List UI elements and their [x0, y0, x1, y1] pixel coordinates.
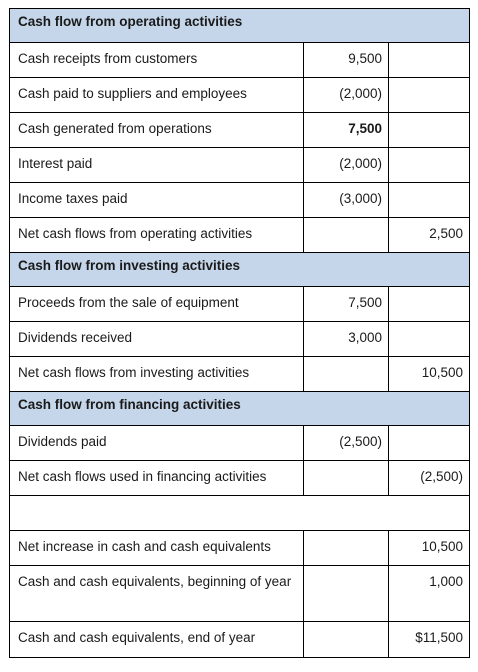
financing-section-header: [10, 392, 470, 426]
row-amount: [304, 461, 389, 496]
row-total: 1,000: [389, 566, 470, 622]
table-row: [10, 622, 470, 658]
row-amount: [304, 218, 389, 253]
table-row: [10, 287, 470, 322]
table-row: [10, 426, 470, 461]
table-row: [10, 531, 470, 566]
row-total: [389, 148, 470, 183]
row-amount: (2,000): [304, 78, 389, 113]
blank-row: [10, 496, 470, 531]
section-heading: Cash flow from financing activities: [10, 392, 470, 426]
row-label: Dividends received: [10, 322, 304, 357]
row-total: [389, 113, 470, 148]
row-amount: [304, 566, 389, 622]
row-amount: 9,500: [304, 43, 389, 78]
table-row: [10, 566, 470, 622]
row-amount: 7,500: [304, 113, 389, 148]
table-row: [10, 461, 470, 496]
row-total: [389, 287, 470, 322]
row-total: [389, 78, 470, 113]
row-amount: 3,000: [304, 322, 389, 357]
row-label: Cash receipts from customers: [10, 43, 304, 78]
operating-section-header: [10, 9, 470, 43]
blank-cell: [10, 496, 470, 531]
row-total: (2,500): [389, 461, 470, 496]
table-row: [10, 148, 470, 183]
row-total: [389, 322, 470, 357]
row-total: 10,500: [389, 357, 470, 392]
table-row: [10, 183, 470, 218]
row-amount: (2,000): [304, 148, 389, 183]
row-total: [389, 426, 470, 461]
table-row: [10, 113, 470, 148]
row-label: Cash and cash equivalents, end of year: [10, 622, 304, 658]
row-total: 2,500: [389, 218, 470, 253]
table-row: [10, 78, 470, 113]
row-amount: (3,000): [304, 183, 389, 218]
table-row: [10, 357, 470, 392]
section-heading: Cash flow from investing activities: [10, 253, 470, 287]
row-total: 10,500: [389, 531, 470, 566]
row-label: Cash paid to suppliers and employees: [10, 78, 304, 113]
row-label: Net increase in cash and cash equivalents: [10, 531, 304, 566]
cash-flow-statement-table: [9, 8, 470, 658]
row-label: Cash generated from operations: [10, 113, 304, 148]
table-row: [10, 322, 470, 357]
row-total: [389, 43, 470, 78]
row-label: Proceeds from the sale of equipment: [10, 287, 304, 322]
row-amount: [304, 357, 389, 392]
row-label: Net cash flows from investing activities: [10, 357, 304, 392]
row-label: Income taxes paid: [10, 183, 304, 218]
row-amount: 7,500: [304, 287, 389, 322]
row-amount: [304, 622, 389, 658]
row-amount: (2,500): [304, 426, 389, 461]
row-label: Cash and cash equivalents, beginning of year: [10, 566, 304, 622]
row-total: $11,500: [389, 622, 470, 658]
row-label: Interest paid: [10, 148, 304, 183]
row-label: Dividends paid: [10, 426, 304, 461]
table-row: [10, 218, 470, 253]
investing-section-header: [10, 253, 470, 287]
row-amount: [304, 531, 389, 566]
row-total: [389, 183, 470, 218]
table-row: [10, 43, 470, 78]
row-label: Net cash flows used in financing activities: [10, 461, 304, 496]
section-heading: Cash flow from operating activities: [10, 9, 470, 43]
row-label: Net cash flows from operating activities: [10, 218, 304, 253]
